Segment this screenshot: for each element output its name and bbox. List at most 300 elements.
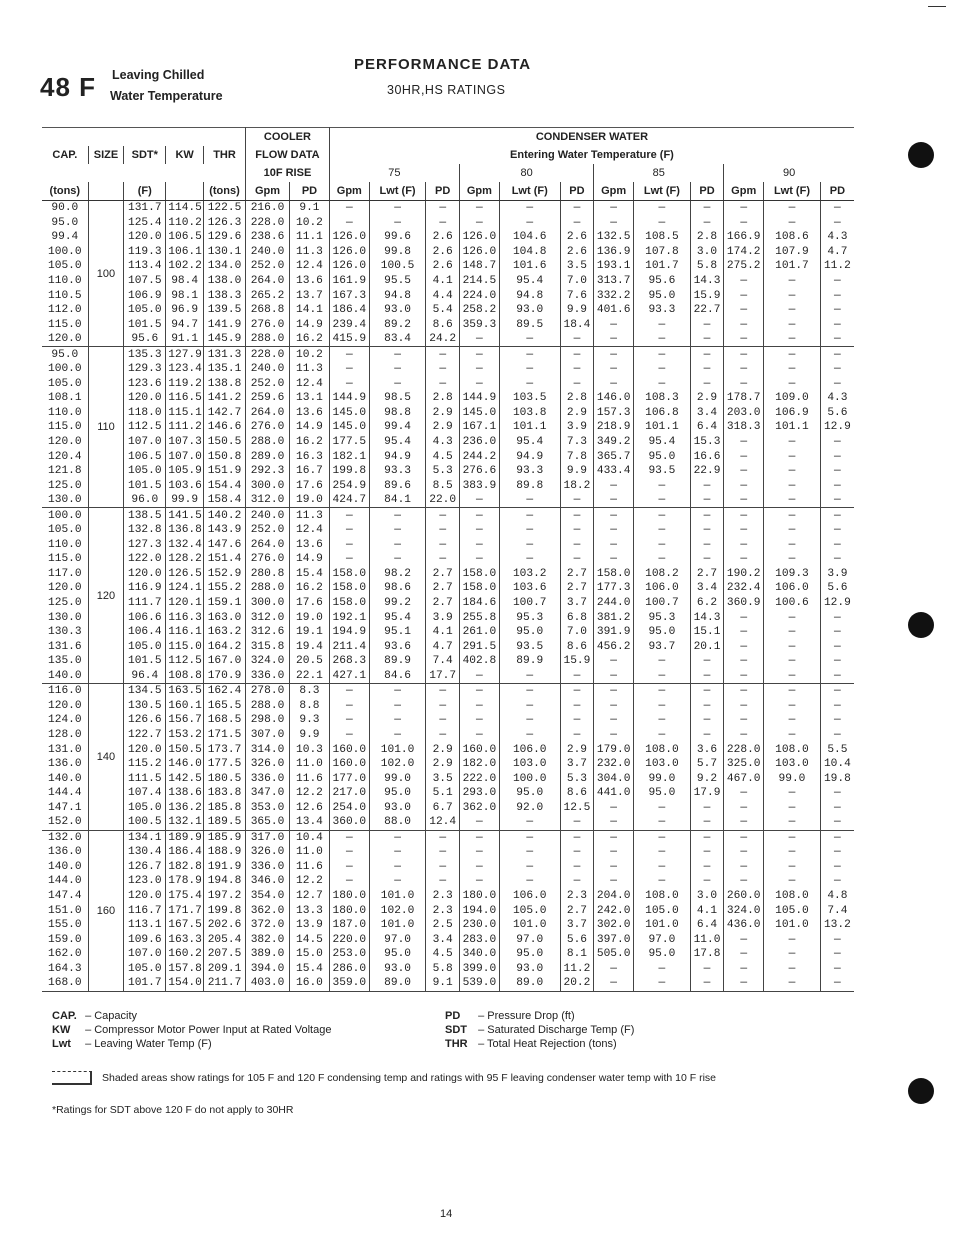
cell-gpm-85: — (594, 493, 634, 508)
cell-lwt-80: — (499, 874, 560, 889)
cell-pd-75: — (426, 684, 460, 699)
cell-pd-90: 7.4 (820, 903, 854, 918)
cell-gpm-75: 158.0 (329, 567, 369, 582)
cell-gpm-85: 157.3 (594, 406, 634, 421)
cell-gpm-90: — (724, 860, 764, 875)
cell-cooler-gpm: 228.0 (245, 216, 289, 231)
cell-cooler-pd: 12.4 (290, 523, 330, 538)
cell-lwt-90: — (764, 830, 821, 845)
cell-lwt-80: 106.0 (499, 742, 560, 757)
cell-gpm-85: — (594, 362, 634, 377)
cell-gpm-75: 158.0 (329, 596, 369, 611)
cell-lwt-90: 108.6 (764, 230, 821, 245)
cell-cap: 125.0 (48, 597, 82, 610)
cell-gpm-75: 424.7 (329, 493, 369, 508)
lwt-75-header: Lwt (F) (369, 182, 426, 201)
cell-gpm-80: — (459, 523, 499, 538)
cell-gpm-75: 192.1 (329, 610, 369, 625)
cell-gpm-75: 199.8 (329, 464, 369, 479)
cell-gpm-90: — (724, 493, 764, 508)
cell-cooler-gpm: 312.0 (245, 610, 289, 625)
cell-thr: 134.0 (204, 259, 246, 274)
cell-gpm-90: — (724, 874, 764, 889)
cell-cooler-gpm: 315.8 (245, 639, 289, 654)
condenser-header: CONDENSER WATER (329, 128, 854, 147)
cell-cap: 115.0 (48, 421, 82, 434)
table-row (42, 961, 854, 976)
cell-lwt-85: 95.0 (634, 625, 691, 640)
cell-lwt-85: — (634, 654, 691, 669)
cell-pd-75: 4.5 (426, 947, 460, 962)
cell-thr: 180.5 (204, 771, 246, 786)
cell-pd-85: 2.9 (690, 391, 724, 406)
cell-gpm-85: 136.9 (594, 245, 634, 260)
cell-gpm-85: 381.2 (594, 610, 634, 625)
cell-gpm-75: — (329, 538, 369, 553)
cell-lwt-85: 106.0 (634, 581, 691, 596)
cell-lwt-75: 93.0 (369, 800, 426, 815)
cell-pd-85: — (690, 538, 724, 553)
cell-lwt-80: 103.5 (499, 391, 560, 406)
kw-header: KW (166, 146, 204, 164)
cell-lwt-75: — (369, 830, 426, 845)
cell-gpm-90: — (724, 332, 764, 347)
cell-cap: 147.4 (48, 889, 82, 902)
cell-lwt-75: 95.0 (369, 947, 426, 962)
cell-gpm-80: 144.9 (459, 391, 499, 406)
cell-lwt-90: — (764, 639, 821, 654)
cell-cooler-gpm: 276.0 (245, 420, 289, 435)
cell-pd-75: 2.6 (426, 245, 460, 260)
table-row (42, 903, 854, 918)
cell-pd-80: 15.9 (560, 654, 594, 669)
cell-pd-85: 3.0 (690, 245, 724, 260)
table-row (42, 684, 854, 699)
cell-pd-75: 5.1 (426, 786, 460, 801)
cell-kw: 186.4 (166, 845, 204, 860)
cell-gpm-90: — (724, 713, 764, 728)
cell-kw: 103.6 (166, 478, 204, 493)
cell-lwt-75: 98.2 (369, 567, 426, 582)
cell-lwt-90: — (764, 684, 821, 699)
cell-gpm-75: 360.0 (329, 815, 369, 830)
cell-gpm-80: 539.0 (459, 976, 499, 991)
table-row (42, 274, 854, 289)
cell-lwt-90: — (764, 625, 821, 640)
cell-lwt-80: 93.0 (499, 303, 560, 318)
cell-lwt-80: 103.0 (499, 757, 560, 772)
cell-cap: 95.0 (51, 348, 79, 361)
cell-cooler-pd: 15.0 (290, 947, 330, 962)
cell-cap: 135.0 (48, 655, 82, 668)
performance-table-body (42, 201, 854, 992)
table-row (42, 332, 854, 347)
cell-gpm-85: 433.4 (594, 464, 634, 479)
cell-pd-90: — (820, 449, 854, 464)
cell-lwt-80: — (499, 669, 560, 684)
cell-lwt-85: — (634, 201, 691, 216)
cell-pd-75: 3.5 (426, 771, 460, 786)
cell-gpm-85: — (594, 669, 634, 684)
cell-lwt-85: — (634, 377, 691, 392)
thr-units: (tons) (204, 182, 246, 201)
table-row (42, 347, 854, 362)
cell-kw: 119.2 (166, 377, 204, 392)
cell-cap: 132.0 (48, 831, 82, 844)
cell-lwt-80: 101.6 (499, 259, 560, 274)
cell-lwt-90: — (764, 464, 821, 479)
cell-cooler-pd: 12.7 (290, 889, 330, 904)
cell-lwt-90: — (764, 860, 821, 875)
cell-pd-75: 12.4 (426, 815, 460, 830)
cell-pd-80: 2.8 (560, 391, 594, 406)
cell-lwt-90: 109.0 (764, 391, 821, 406)
cap-header: CAP. (52, 149, 78, 161)
cell-sdt: 111.5 (124, 771, 166, 786)
cell-lwt-85: 95.0 (634, 947, 691, 962)
cell-thr: 143.9 (204, 523, 246, 538)
cell-gpm-80: 214.5 (459, 274, 499, 289)
cell-gpm-85: — (594, 728, 634, 743)
cell-pd-75: 9.1 (426, 976, 460, 991)
cell-pd-75: 2.3 (426, 889, 460, 904)
table-row (42, 845, 854, 860)
cell-gpm-90: — (724, 961, 764, 976)
cell-pd-75: — (426, 845, 460, 860)
cell-cap: 120.0 (48, 699, 82, 712)
cell-thr: 209.1 (204, 961, 246, 976)
cell-lwt-85: 95.0 (634, 786, 691, 801)
cell-lwt-75: 93.0 (369, 961, 426, 976)
table-row (42, 508, 854, 523)
cell-gpm-80: 194.0 (459, 903, 499, 918)
cell-cooler-gpm: 336.0 (245, 771, 289, 786)
cell-lwt-75: — (369, 523, 426, 538)
cell-cooler-gpm: 326.0 (245, 845, 289, 860)
cell-sdt: 100.5 (124, 815, 166, 830)
table-row (42, 976, 854, 991)
cell-cooler-pd: 19.0 (290, 610, 330, 625)
cell-cap: 110.0 (48, 538, 82, 551)
cell-thr: 168.5 (204, 713, 246, 728)
cell-lwt-80: 103.8 (499, 406, 560, 421)
cell-pd-85: 17.8 (690, 947, 724, 962)
cell-thr: 159.1 (204, 596, 246, 611)
cell-gpm-80: — (459, 684, 499, 699)
cell-gpm-75: — (329, 699, 369, 714)
cell-cooler-gpm: 326.0 (245, 757, 289, 772)
cell-pd-85: 11.0 (690, 932, 724, 947)
cell-sdt: 120.0 (124, 742, 166, 757)
cell-cooler-pd: 12.4 (290, 259, 330, 274)
cell-gpm-75: 427.1 (329, 669, 369, 684)
cell-lwt-90: — (764, 435, 821, 450)
cell-pd-90: — (820, 332, 854, 347)
cell-gpm-75: — (329, 684, 369, 699)
cell-gpm-80: — (459, 362, 499, 377)
cell-pd-85: — (690, 332, 724, 347)
cell-lwt-80: — (499, 377, 560, 392)
sdt-units: (F) (124, 182, 166, 201)
cell-sdt: 96.0 (124, 493, 166, 508)
pd-90-header: PD (820, 182, 854, 201)
cell-gpm-75: 144.9 (329, 391, 369, 406)
cell-pd-75: 2.8 (426, 391, 460, 406)
cell-cooler-pd: 17.6 (290, 596, 330, 611)
cell-lwt-90: — (764, 947, 821, 962)
cell-gpm-90: — (724, 947, 764, 962)
cell-pd-80: — (560, 830, 594, 845)
cell-cooler-pd: 13.3 (290, 903, 330, 918)
cell-lwt-75: 95.4 (369, 610, 426, 625)
cell-pd-90: — (820, 201, 854, 216)
cell-thr: 191.9 (204, 860, 246, 875)
cell-lwt-75: 93.6 (369, 639, 426, 654)
cell-cooler-pd: 16.2 (290, 581, 330, 596)
cell-kw: 108.8 (166, 669, 204, 684)
cell-cap: 136.0 (48, 846, 82, 859)
cell-gpm-80: 258.2 (459, 303, 499, 318)
cell-thr: 163.0 (204, 610, 246, 625)
cell-cooler-gpm: 336.0 (245, 669, 289, 684)
cell-lwt-90: 100.6 (764, 596, 821, 611)
cell-cap: 115.0 (48, 318, 82, 331)
cell-cap: 117.0 (48, 567, 82, 580)
cell-thr: 150.5 (204, 435, 246, 450)
cell-lwt-90: — (764, 976, 821, 991)
cell-gpm-75: 126.0 (329, 245, 369, 260)
cell-cooler-pd: 14.9 (290, 420, 330, 435)
cell-gpm-75: 180.0 (329, 889, 369, 904)
cell-thr: 139.5 (204, 303, 246, 318)
cell-gpm-85: 204.0 (594, 889, 634, 904)
cell-gpm-90: 228.0 (724, 742, 764, 757)
cell-pd-80: 2.3 (560, 889, 594, 904)
cell-pd-75: 4.1 (426, 625, 460, 640)
cell-lwt-85: — (634, 317, 691, 332)
cell-gpm-80: 399.0 (459, 961, 499, 976)
cell-pd-85: 15.3 (690, 435, 724, 450)
cell-lwt-90: 107.9 (764, 245, 821, 260)
cell-pd-85: — (690, 874, 724, 889)
cell-gpm-80: 236.0 (459, 435, 499, 450)
cell-kw: 157.8 (166, 961, 204, 976)
cell-pd-85: 14.3 (690, 274, 724, 289)
cell-sdt: 130.4 (124, 845, 166, 860)
cell-sdt: 111.7 (124, 596, 166, 611)
cell-lwt-90: 106.0 (764, 581, 821, 596)
cell-cooler-pd: 10.4 (290, 830, 330, 845)
cell-gpm-75: 177.0 (329, 771, 369, 786)
cell-thr: 141.2 (204, 391, 246, 406)
cell-cap: 105.0 (48, 260, 82, 273)
cell-lwt-90: — (764, 961, 821, 976)
cell-cooler-pd: 16.7 (290, 464, 330, 479)
cell-gpm-85: 397.0 (594, 932, 634, 947)
cell-lwt-80: — (499, 713, 560, 728)
cell-cooler-gpm: 240.0 (245, 362, 289, 377)
cell-pd-90: — (820, 976, 854, 991)
cell-lwt-80: — (499, 493, 560, 508)
cell-cap: 108.1 (48, 392, 82, 405)
thr-header: THR (204, 146, 246, 164)
cell-gpm-85: — (594, 845, 634, 860)
cell-cooler-pd: 11.3 (290, 508, 330, 523)
footnote: *Ratings for SDT above 120 F do not apply to 30HR (52, 1104, 294, 1116)
table-row (42, 596, 854, 611)
cell-cooler-pd: 12.2 (290, 786, 330, 801)
cell-thr: 155.2 (204, 581, 246, 596)
cell-cooler-gpm: 307.0 (245, 728, 289, 743)
cell-cooler-gpm: 353.0 (245, 800, 289, 815)
cell-kw: 138.6 (166, 786, 204, 801)
cell-sdt: 106.9 (124, 288, 166, 303)
cell-lwt-90: — (764, 874, 821, 889)
table-row (42, 216, 854, 231)
cell-gpm-85: — (594, 815, 634, 830)
cell-lwt-85: 101.7 (634, 259, 691, 274)
cell-pd-80: 7.6 (560, 288, 594, 303)
cell-cooler-pd: 14.1 (290, 303, 330, 318)
cell-gpm-75: — (329, 845, 369, 860)
cell-cooler-pd: 13.9 (290, 918, 330, 933)
cell-lwt-90: — (764, 523, 821, 538)
cell-kw: 114.5 (166, 201, 204, 216)
cell-pd-75: 2.3 (426, 903, 460, 918)
cell-cooler-gpm: 336.0 (245, 860, 289, 875)
cell-lwt-80: — (499, 552, 560, 567)
cell-gpm-80: 182.0 (459, 757, 499, 772)
cell-pd-90: — (820, 874, 854, 889)
cell-gpm-85: — (594, 830, 634, 845)
table-row (42, 800, 854, 815)
cell-pd-90: — (820, 625, 854, 640)
cell-gpm-90: — (724, 845, 764, 860)
cell-gpm-85: — (594, 860, 634, 875)
cell-gpm-85: — (594, 684, 634, 699)
cell-sdt: 101.5 (124, 317, 166, 332)
cell-sdt: 96.4 (124, 669, 166, 684)
cell-thr: 207.5 (204, 947, 246, 962)
cell-lwt-85: 95.6 (634, 274, 691, 289)
table-row (42, 815, 854, 830)
cell-lwt-80: 95.4 (499, 274, 560, 289)
cell-thr: 122.5 (204, 201, 246, 216)
cell-kw: 115.0 (166, 639, 204, 654)
cell-gpm-90: — (724, 362, 764, 377)
cell-pd-85: 3.6 (690, 742, 724, 757)
cell-cooler-gpm: 264.0 (245, 406, 289, 421)
pd-75-header: PD (426, 182, 460, 201)
cell-cap: 90.0 (51, 202, 79, 215)
cell-thr: 129.6 (204, 230, 246, 245)
cell-lwt-75: 99.6 (369, 230, 426, 245)
cell-pd-75: 3.4 (426, 932, 460, 947)
cell-gpm-85: 193.1 (594, 259, 634, 274)
cell-pd-80: — (560, 552, 594, 567)
cell-lwt-85: 108.0 (634, 742, 691, 757)
cell-pd-80: 8.1 (560, 947, 594, 962)
cell-cap: 130.0 (42, 493, 88, 508)
cell-lwt-80: — (499, 860, 560, 875)
cell-pd-75: 2.9 (426, 406, 460, 421)
cell-gpm-90: 166.9 (724, 230, 764, 245)
cell-cooler-gpm: 280.8 (245, 567, 289, 582)
cell-kw: 94.7 (166, 317, 204, 332)
cell-sdt: 109.6 (124, 932, 166, 947)
cell-thr: 138.8 (204, 377, 246, 392)
pd-80-header: PD (560, 182, 594, 201)
cell-gpm-85: 441.0 (594, 786, 634, 801)
cell-pd-75: — (426, 728, 460, 743)
cell-lwt-80: 94.9 (499, 449, 560, 464)
table-row (42, 523, 854, 538)
cell-lwt-75: — (369, 538, 426, 553)
cell-gpm-80: 180.0 (459, 889, 499, 904)
cell-pd-90: — (820, 654, 854, 669)
cell-lwt-90: — (764, 317, 821, 332)
table-row (42, 699, 854, 714)
cell-gpm-90: — (724, 932, 764, 947)
cell-kw: 150.5 (166, 742, 204, 757)
cell-pd-85: 15.9 (690, 288, 724, 303)
cell-pd-90: 19.8 (820, 771, 854, 786)
cell-pd-85: — (690, 478, 724, 493)
cell-gpm-75: 268.3 (329, 654, 369, 669)
cell-cooler-pd: 13.6 (290, 406, 330, 421)
cell-cap: 124.0 (48, 714, 82, 727)
cell-lwt-75: 98.6 (369, 581, 426, 596)
cell-lwt-75: 101.0 (369, 918, 426, 933)
cell-gpm-80: 126.0 (459, 230, 499, 245)
cell-cooler-pd: 19.1 (290, 625, 330, 640)
cell-lwt-90: — (764, 800, 821, 815)
cell-pd-85: 3.4 (690, 581, 724, 596)
cell-cooler-pd: 19.0 (290, 493, 330, 508)
cell-cooler-gpm: 312.0 (245, 493, 289, 508)
table-row (42, 610, 854, 625)
cell-gpm-75: 211.4 (329, 639, 369, 654)
cell-pd-85: — (690, 815, 724, 830)
cell-lwt-90: — (764, 493, 821, 508)
cell-lwt-75: — (369, 552, 426, 567)
cell-pd-85: — (690, 699, 724, 714)
cell-gpm-85: — (594, 552, 634, 567)
table-row (42, 317, 854, 332)
cell-kw: 116.5 (166, 391, 204, 406)
cell-cap: 130.0 (48, 611, 82, 624)
cell-kw: 175.4 (166, 889, 204, 904)
temp-caption-line1: Leaving Chilled (112, 68, 205, 82)
cell-lwt-80: 97.0 (499, 932, 560, 947)
cell-pd-80: 7.0 (560, 625, 594, 640)
cell-pd-75: 4.3 (426, 435, 460, 450)
legend-sdt: SDT – Saturated Discharge Temp (F) (445, 1024, 635, 1036)
cell-cooler-gpm: 289.0 (245, 449, 289, 464)
cell-pd-80: 2.7 (560, 903, 594, 918)
cell-gpm-85: 456.2 (594, 639, 634, 654)
cell-pd-80: — (560, 362, 594, 377)
binder-hole-bottom (908, 1078, 934, 1104)
cell-lwt-75: 99.2 (369, 596, 426, 611)
cell-pd-85: — (690, 654, 724, 669)
cell-lwt-75: 84.6 (369, 669, 426, 684)
cell-cap: 155.0 (48, 919, 82, 932)
cell-pd-75: 22.0 (426, 493, 460, 508)
cell-cooler-pd: 16.0 (290, 976, 330, 991)
cell-gpm-75: 239.4 (329, 317, 369, 332)
cell-gpm-80: 340.0 (459, 947, 499, 962)
